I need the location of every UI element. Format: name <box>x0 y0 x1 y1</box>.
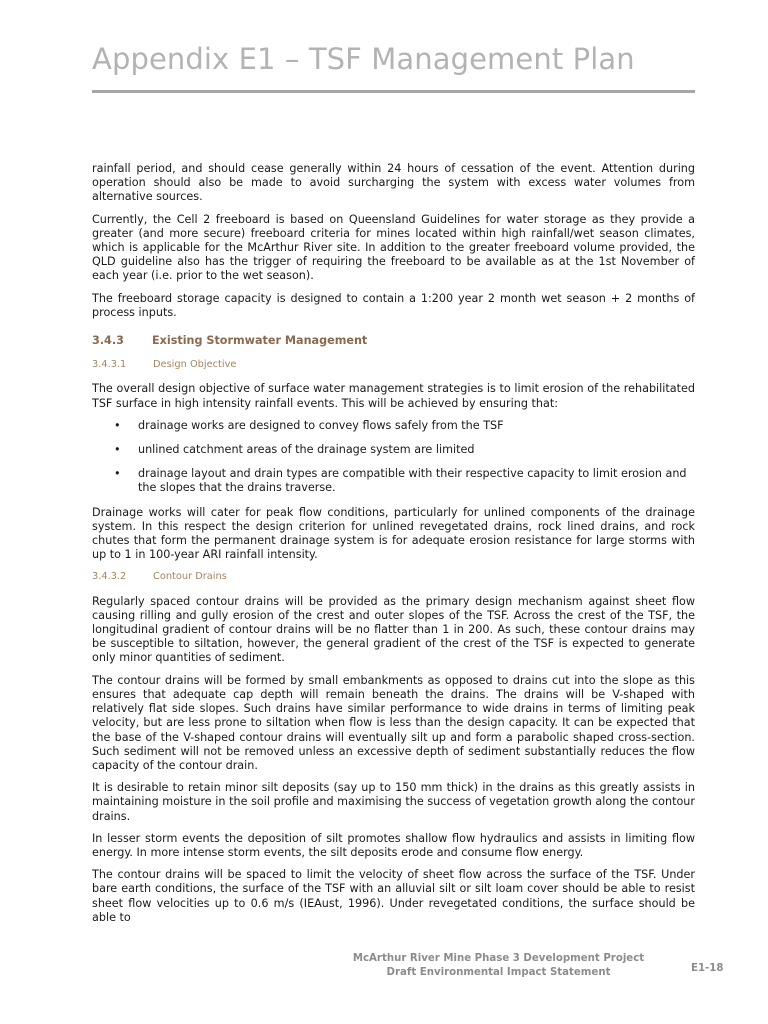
page-footer <box>330 952 667 980</box>
footer-project-name: McArthur River Mine Phase 3 Development Project <box>352 953 645 964</box>
section-heading-3-4-3 <box>92 334 695 348</box>
section-heading-3-4-3-2 <box>92 570 695 584</box>
section-title: Existing Stormwater Management <box>152 334 368 348</box>
section-title: Contour Drains <box>153 571 227 583</box>
paragraph-design-objective: The overall design objective of surface water management strategies is to limit erosion of the rehabilitated TSF surface in high intensity rainfall events. This will be achieved by ensuring that: <box>92 382 695 410</box>
section-number: 3.4.3.2 <box>92 571 127 583</box>
page-header-title: Appendix E1 – TSF Management Plan <box>92 42 635 76</box>
section-number: 3.4.3.1 <box>92 359 127 371</box>
section-number: 3.4.3 <box>92 334 124 348</box>
section-heading-3-4-3-1 <box>92 358 695 372</box>
paragraph-storm-events: In lesser storm events the deposition of silt promotes shallow flow hydraulics and assists in limiting flow energy. In more intense storm events, the silt deposits erode and consume flow energy. <box>92 831 695 859</box>
paragraph-drainage-works: Drainage works will cater for peak flow conditions, particularly for unlined components of the drainage system. In this respect the design criterion for unlined revegetated drains, rock lined drains, and rock chutes that form the permanent drainage system is for adequate erosion resistance for large storms with up to 1 in 100-year ARI rainfall intensity. <box>92 505 695 562</box>
list-item: • drainage layout and drain types are compatible with their respective capacity to limit erosion and the slopes that the drains traverse. <box>92 467 695 495</box>
list-item: • drainage works are designed to convey flows safely from the TSF <box>92 419 695 433</box>
paragraph-contour-drains-spacing: Regularly spaced contour drains will be provided as the primary design mechanism against sheet flow causing rilling and gully erosion of the crest and outer slopes of the TSF. Across the crest of the TSF, the longitudinal gradient of contour drains will be no flatter than 1 in 200. As such, these contour drains may be susceptible to siltation, however, the general gradient of the crest of the TSF is expected to generate only minor quantities of sediment. <box>92 594 695 665</box>
paragraph-rainfall-period: rainfall period, and should cease generally within 24 hours of cessation of the event. Attention during operation should also be made to avoid surcharging the system with excess water volumes from alternative sources. <box>92 162 695 204</box>
section-title: Design Objective <box>153 359 237 371</box>
footer-document-name: Draft Environmental Impact Statement <box>386 967 611 978</box>
page-number: E1-18 <box>691 963 724 974</box>
design-objective-list <box>92 419 695 496</box>
list-item: • unlined catchment areas of the drainage system are limited <box>92 443 695 457</box>
paragraph-sheet-flow-velocity: The contour drains will be spaced to limit the velocity of sheet flow across the surface of the TSF. Under bare earth conditions, the surface of the TSF with an alluvial silt or silt loam cover should be able to resist sheet flow velocities up to 0.6 m/s (IEAust, 1996). Under revegetated conditions, the surface should be able to <box>92 868 695 924</box>
paragraph-silt-deposits: It is desirable to retain minor silt deposits (say up to 150 mm thick) in the drains as this greatly assists in maintaining moisture in the soil profile and maximising the success of vegetation growth along the contour drains. <box>92 781 695 823</box>
paragraph-contour-drains-embankments: The contour drains will be formed by small embankments as opposed to drains cut into the slope as this ensures that adequate cap depth will remain beneath the drains. The drains will be V-shaped with relatively flat side slopes. Such drains have similar performance to wide drains in terms of limiting peak velocity, but are less prone to siltation when flow is less than the design capacity. It can be expected that the base of the V-shaped contour drains will eventually silt up and form a parabolic shaped cross-section. Such sediment will not be removed unless an excessive depth of sediment substantially reduces the flow capacity of the contour drain. <box>92 673 695 772</box>
header-divider <box>92 90 695 93</box>
document-body <box>92 162 695 933</box>
paragraph-cell2-freeboard: Currently, the Cell 2 freeboard is based on Queensland Guidelines for water storage as they provide a greater (and more secure) freeboard criteria for mines located within high rainfall/wet season climates, which is applicable for the McArthur River site. In addition to the greater freeboard volume provided, the QLD guideline also has the trigger of requiring the freeboard to be available as at the 1st November of each year (i.e. prior to the wet season). <box>92 212 695 283</box>
paragraph-freeboard-capacity: The freeboard storage capacity is designed to contain a 1:200 year 2 month wet season + 2 months of process inputs. <box>92 291 695 319</box>
